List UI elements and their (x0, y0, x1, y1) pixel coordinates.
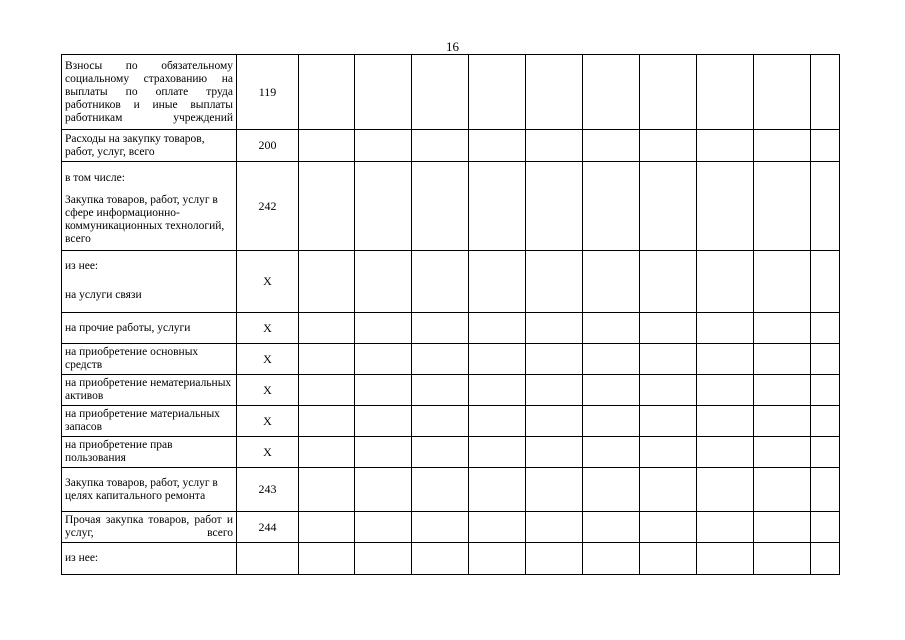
value-cell (526, 251, 583, 313)
value-cell (355, 251, 412, 313)
row-label: на прочие работы, услуги (62, 313, 237, 344)
row-label: из нее: (62, 543, 237, 575)
value-cell (640, 437, 697, 468)
row-code: 200 (237, 130, 299, 162)
value-cell (754, 55, 811, 130)
row-code (237, 543, 299, 575)
value-cell (412, 162, 469, 251)
row-label-line-1: в том числе: (65, 172, 125, 184)
value-cell (754, 130, 811, 162)
value-cell (299, 313, 355, 344)
value-cell (583, 251, 640, 313)
value-cell (640, 162, 697, 251)
value-cell (754, 162, 811, 251)
value-cell (754, 543, 811, 575)
value-cell (754, 251, 811, 313)
row-label: на приобретение прав пользования (62, 437, 237, 468)
value-cell (526, 406, 583, 437)
value-cell (754, 375, 811, 406)
value-cell (469, 162, 526, 251)
value-cell (640, 543, 697, 575)
value-cell (412, 512, 469, 543)
row-label-line-2: на услуги связи (65, 289, 142, 301)
table-body (62, 55, 840, 575)
value-cell (754, 512, 811, 543)
row-label: Прочая закупка товаров, работ и услуг, всего (62, 512, 237, 543)
value-cell (412, 55, 469, 130)
table-row (62, 162, 840, 251)
table-row (62, 437, 840, 468)
value-cell (412, 313, 469, 344)
value-cell (355, 55, 412, 130)
value-cell (583, 468, 640, 512)
value-cell (526, 468, 583, 512)
row-code: X (237, 375, 299, 406)
value-cell (811, 406, 840, 437)
value-cell (526, 162, 583, 251)
value-cell (811, 468, 840, 512)
row-label: Закупка товаров, работ, услуг в целях капитального ремонта (62, 468, 237, 512)
value-cell (355, 375, 412, 406)
value-cell (299, 251, 355, 313)
value-cell (697, 468, 754, 512)
value-cell (412, 130, 469, 162)
row-label: на приобретение материальных запасов (62, 406, 237, 437)
row-label: Взносы по обязательному социальному страхованию на выплаты по оплате труда работников и иные выплаты работникам учреждений (62, 55, 237, 130)
value-cell (526, 512, 583, 543)
value-cell (811, 375, 840, 406)
value-cell (469, 55, 526, 130)
value-cell (583, 344, 640, 375)
row-code: X (237, 344, 299, 375)
value-cell (526, 375, 583, 406)
value-cell (697, 543, 754, 575)
value-cell (811, 251, 840, 313)
value-cell (355, 130, 412, 162)
value-cell (412, 251, 469, 313)
value-cell (355, 543, 412, 575)
value-cell (526, 344, 583, 375)
value-cell (355, 344, 412, 375)
value-cell (697, 130, 754, 162)
value-cell (583, 512, 640, 543)
value-cell (469, 251, 526, 313)
value-cell (640, 406, 697, 437)
value-cell (299, 406, 355, 437)
table-row (62, 55, 840, 130)
value-cell (412, 468, 469, 512)
value-cell (299, 543, 355, 575)
value-cell (469, 375, 526, 406)
value-cell (640, 130, 697, 162)
table-row (62, 468, 840, 512)
page-number: 16 (446, 39, 459, 54)
value-cell (299, 512, 355, 543)
value-cell (640, 512, 697, 543)
value-cell (355, 406, 412, 437)
value-cell (583, 130, 640, 162)
value-cell (469, 130, 526, 162)
value-cell (640, 251, 697, 313)
value-cell (412, 344, 469, 375)
table-row (62, 130, 840, 162)
value-cell (526, 437, 583, 468)
row-label: Расходы на закупку товаров, работ, услуг, всего (62, 130, 237, 162)
value-cell (811, 313, 840, 344)
value-cell (697, 375, 754, 406)
row-label (62, 251, 237, 313)
row-code: X (237, 313, 299, 344)
value-cell (355, 437, 412, 468)
row-code: X (237, 251, 299, 313)
value-cell (583, 162, 640, 251)
value-cell (640, 313, 697, 344)
value-cell (583, 375, 640, 406)
value-cell (355, 313, 412, 344)
value-cell (355, 162, 412, 251)
value-cell (811, 162, 840, 251)
value-cell (469, 437, 526, 468)
value-cell (412, 375, 469, 406)
value-cell (583, 406, 640, 437)
value-cell (640, 55, 697, 130)
value-cell (583, 55, 640, 130)
value-cell (355, 512, 412, 543)
table-row (62, 313, 840, 344)
value-cell (469, 512, 526, 543)
row-label: на приобретение основных средств (62, 344, 237, 375)
value-cell (811, 437, 840, 468)
value-cell (412, 437, 469, 468)
value-cell (469, 344, 526, 375)
value-cell (754, 313, 811, 344)
value-cell (697, 162, 754, 251)
value-cell (640, 468, 697, 512)
value-cell (299, 375, 355, 406)
value-cell (526, 313, 583, 344)
row-code: 242 (237, 162, 299, 251)
table-row (62, 375, 840, 406)
value-cell (526, 55, 583, 130)
budget-table (61, 54, 840, 575)
value-cell (754, 437, 811, 468)
value-cell (526, 130, 583, 162)
value-cell (299, 437, 355, 468)
row-code: 243 (237, 468, 299, 512)
table-row (62, 406, 840, 437)
value-cell (754, 468, 811, 512)
value-cell (583, 313, 640, 344)
value-cell (811, 543, 840, 575)
value-cell (469, 313, 526, 344)
value-cell (299, 55, 355, 130)
value-cell (640, 375, 697, 406)
value-cell (697, 251, 754, 313)
row-code: X (237, 437, 299, 468)
value-cell (299, 344, 355, 375)
value-cell (469, 468, 526, 512)
table-row (62, 344, 840, 375)
value-cell (811, 130, 840, 162)
row-code: 119 (237, 55, 299, 130)
value-cell (412, 406, 469, 437)
row-label: на приобретение нематериальных активов (62, 375, 237, 406)
value-cell (697, 313, 754, 344)
row-code: 244 (237, 512, 299, 543)
value-cell (697, 406, 754, 437)
value-cell (299, 468, 355, 512)
table-row (62, 543, 840, 575)
value-cell (355, 468, 412, 512)
value-cell (811, 55, 840, 130)
value-cell (583, 437, 640, 468)
value-cell (697, 512, 754, 543)
table-row (62, 512, 840, 543)
value-cell (697, 55, 754, 130)
value-cell (583, 543, 640, 575)
value-cell (697, 437, 754, 468)
value-cell (526, 543, 583, 575)
row-label-line-2: Закупка товаров, работ, услуг в сфере информационно-коммуникационных технологий, всего (65, 194, 225, 245)
value-cell (640, 344, 697, 375)
value-cell (412, 543, 469, 575)
value-cell (754, 406, 811, 437)
row-label (62, 162, 237, 251)
value-cell (697, 344, 754, 375)
value-cell (299, 130, 355, 162)
table-row (62, 251, 840, 313)
value-cell (811, 512, 840, 543)
value-cell (469, 543, 526, 575)
value-cell (811, 344, 840, 375)
row-label-line-1: из нее: (65, 260, 99, 272)
row-code: X (237, 406, 299, 437)
value-cell (469, 406, 526, 437)
value-cell (754, 344, 811, 375)
value-cell (299, 162, 355, 251)
